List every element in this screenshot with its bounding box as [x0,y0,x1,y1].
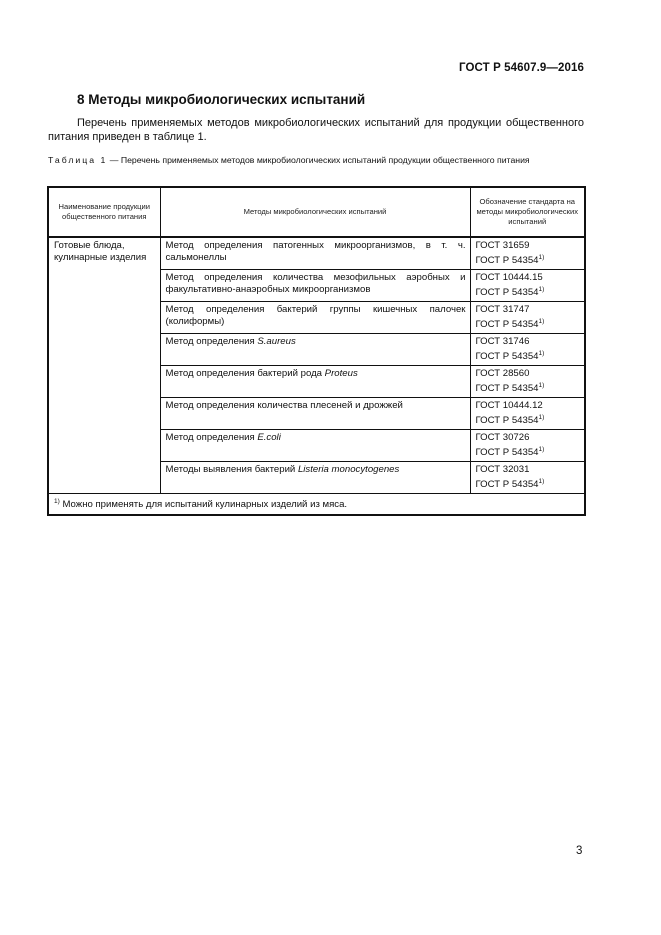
method-text: Методы выявления бактерий [165,464,298,475]
standard-secondary [476,380,581,395]
standard-secondary [476,412,581,427]
table-header-row [48,187,585,237]
method-cell [160,366,470,398]
standard-secondary-code: ГОСТ Р 54354 [475,254,539,266]
standard-cell [470,270,585,302]
standard-code: ГОСТ Р 54607.9—2016 [459,62,584,74]
standard-secondary [476,348,581,363]
standard-secondary [476,316,581,331]
section-title: 8 Методы микробиологических испытаний [77,92,366,107]
footnote-text: Можно применять для испытаний кулинарных изделий из мяса. [59,499,348,510]
footnote-ref: 1) [538,253,545,261]
method-cell: Метод определения бактерий группы кишечных палочек (колиформы) [160,302,470,334]
footnote-ref: 1) [538,477,545,485]
method-cell: Метод определения количества мезофильных аэробных и факультативно-анаэробных микроорганизмов [160,270,470,302]
standard-cell [470,430,585,462]
standard-cell [470,366,585,398]
standard-secondary [476,252,581,267]
standard-cell [470,237,585,270]
method-text: Метод определения [165,336,258,347]
table-row [48,237,585,270]
footnote-ref: 1) [538,285,545,293]
organism-name: E.coli [257,432,281,443]
standard-secondary-code: ГОСТ Р 54354 [475,286,539,298]
standard-secondary [476,476,581,491]
product-name: Готовые блюда, кулинарные изделия [48,237,160,494]
method-cell: Метод определения количества плесеней и дрожжей [160,398,470,430]
standard-secondary-code: ГОСТ Р 54354 [475,382,539,394]
footnote-ref: 1) [538,445,545,453]
header-standard: Обозначение стандарта на методы микробиологических испытаний [470,187,585,237]
standard-cell [470,462,585,494]
method-cell [160,430,470,462]
method-text: Метод определения бактерий рода [165,368,325,379]
footnote-ref: 1) [538,381,545,389]
footnote-row [48,494,585,515]
standard-primary: ГОСТ 30726 [475,432,530,443]
table-footnote [48,494,585,515]
standard-secondary-code: ГОСТ Р 54354 [475,318,539,330]
header-product: Наименование продукции общественного питания [48,187,160,237]
method-text: Метод определения [165,432,258,443]
standard-secondary [476,444,581,459]
method-cell: Метод определения патогенных микроорганизмов, в т. ч. сальмонеллы [160,237,470,270]
standard-primary: ГОСТ 31746 [475,336,530,347]
page-number: 3 [576,845,583,857]
footnote-ref: 1) [538,413,545,421]
intro-paragraph: Перечень применяемых методов микробиологических испытаний для продукции общественного питания приведен в таблице 1. [48,117,584,143]
standard-primary: ГОСТ 31659 [475,240,530,251]
header-methods: Методы микробиологических испытаний [160,187,470,237]
standard-primary: ГОСТ 10444.15 [475,272,543,283]
standard-secondary-code: ГОСТ Р 54354 [475,350,539,362]
standard-primary: ГОСТ 32031 [475,464,530,475]
standard-cell [470,334,585,366]
method-cell [160,462,470,494]
standard-primary: ГОСТ 10444.12 [475,400,543,411]
method-cell [160,334,470,366]
footnote-ref: 1) [538,317,545,325]
standard-primary: ГОСТ 31747 [475,304,530,315]
standard-cell [470,302,585,334]
methods-table [47,186,586,516]
standard-secondary-code: ГОСТ Р 54354 [475,478,539,490]
standard-secondary [476,284,581,299]
footnote-ref: 1) [538,349,545,357]
organism-name: S.aureus [257,336,296,347]
table-caption [48,155,584,166]
organism-name: Listeria monocytogenes [297,464,400,475]
standard-secondary-code: ГОСТ Р 54354 [475,446,539,458]
organism-name: Proteus [324,368,358,379]
standard-primary: ГОСТ 28560 [475,368,530,379]
standard-cell [470,398,585,430]
footnote-mark: 1) [54,498,60,505]
standard-secondary-code: ГОСТ Р 54354 [475,414,539,426]
table-caption-label: Таблица 1 [48,155,108,165]
table-caption-text: — Перечень применяемых методов микробиологических испытаний продукции общественного питания [107,155,530,165]
